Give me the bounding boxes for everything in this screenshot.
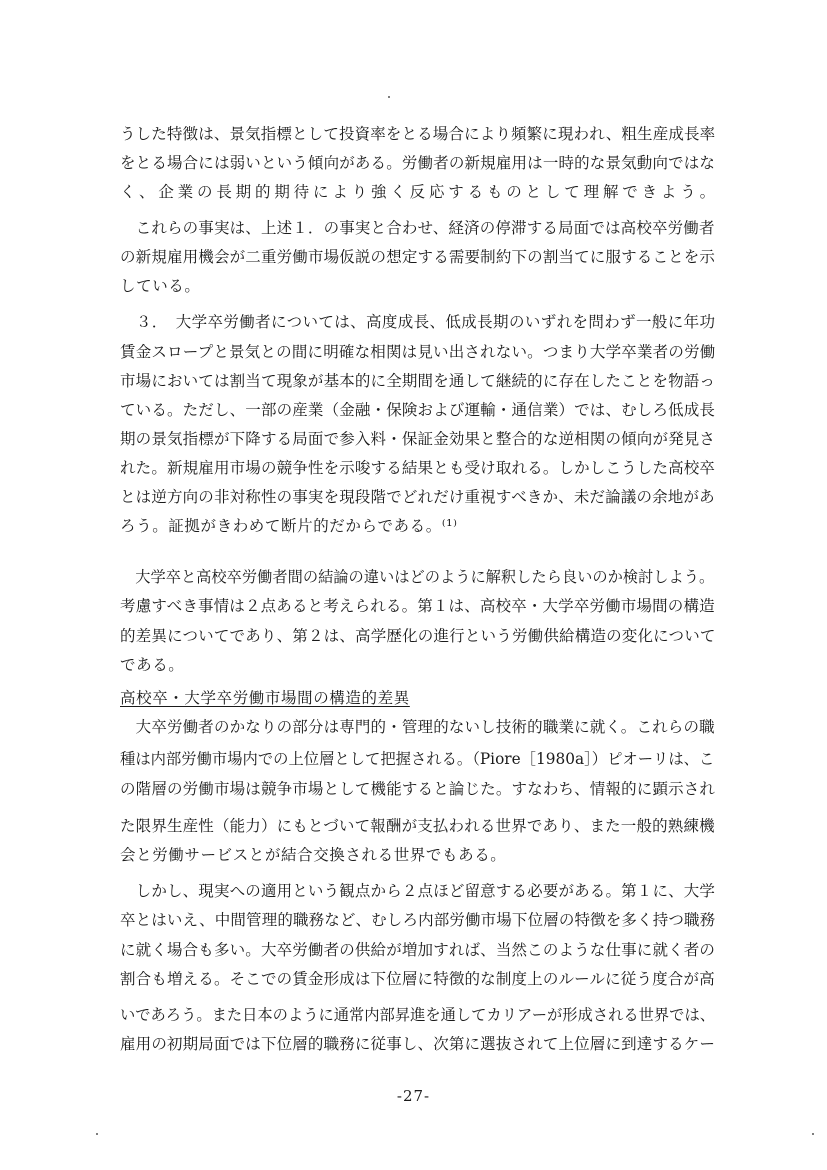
text-line-20: 大卒労働者のかなりの部分は専門的・管理的ないし技術的職業に就く。これらの職 [120, 718, 715, 736]
text-line-3: く、企業の長期的期待により強く反応するものとして理解できよう。 [120, 183, 719, 201]
section-heading: 高校卒・大学卒労働市場間の構造的差異 [120, 689, 410, 707]
text-line-21: 種は内部労働市場内での上位層として把握される。（Piore［1980a］）ピオーリは、こ [120, 750, 715, 768]
text-line-26: 卒とはいえ、中間管理的職務など、むしろ内部労働市場下位層の特徴を多く持つ職務 [120, 911, 716, 929]
text-line-15: 大学卒と高校卒労働者間の結論の違いはどのように解釈したら良いのか検討しよう。 [120, 568, 715, 586]
text-line-14: ろう。証拠がきわめて断片的だからである。⁽¹⁾ [120, 517, 458, 535]
text-line-27: に就く場合も多い。大卒労働者の供給が増加すれば、当然このような仕事に就く者の [120, 941, 716, 959]
text-line-22: の階層の労働市場は競争市場として機能すると論じた。すなわち、情報的に顕示され [120, 780, 716, 798]
text-line-2: をとる場合には弱いという傾向がある。労働者の新規雇用は一時的な景気動向ではな [120, 154, 716, 172]
scan-speck [388, 96, 390, 98]
text-line-29: いであろう。また日本のように通常内部昇進を通してカリアーが形成される世界では、 [120, 1006, 715, 1024]
text-line-10: ている。ただし、一部の産業（金融・保険および運輸・通信業）では、むしろ低成長 [120, 401, 716, 419]
text-line-5: の新規雇用機会が二重労働市場仮説の想定する需要制約下の割当てに服することを示 [120, 248, 716, 266]
text-line-6: している。 [120, 277, 201, 295]
text-line-28: 割合も増える。そこでの賃金形成は下位層に特徴的な制度上のルールに従う度合が高 [120, 970, 715, 988]
text-line-30: 雇用の初期局面では下位層的職務に従事し、次第に選抜されて上位層に到達するケー [120, 1035, 716, 1053]
text-line-16: 考慮すべき事情は２点あると考えられる。第１は、高校卒・大学卒労働市場間の構造 [120, 597, 715, 615]
page-number: -27- [396, 1087, 431, 1105]
text-line-23: た限界生産性（能力）にもとづいて報酬が支払われる世界であり、また一般的熟練機 [120, 817, 715, 835]
text-line-13: とは逆方向の非対称性の事実を現段階でどれだけ重視すべきか、未だ論議の余地があ [120, 488, 715, 506]
text-line-18: である。 [120, 656, 185, 674]
text-line-8: 賃金スロープと景気との間に明確な相関は見い出されない。つまり大学卒業者の労働 [120, 343, 716, 361]
text-line-9: 市場においては割当て現象が基本的に全期間を通して継続的に存在したことを物語っ [120, 372, 716, 390]
text-line-24: 会と労働サービスとが結合交換される世界でもある。 [120, 846, 507, 864]
text-line-11: 期の景気指標が下降する局面で参入料・保証金効果と整合的な逆相関の傾向が発見さ [120, 430, 716, 448]
text-line-7: ３． 大学卒労働者については、高度成長、低成長期のいずれを問わず一般に年功 [120, 313, 716, 331]
scan-speck [96, 1133, 98, 1135]
text-line-17: 的差異についてであり、第２は、高学歴化の進行という労働供給構造の変化について [120, 627, 716, 645]
scan-speck [812, 1133, 814, 1135]
text-line-4: これらの事実は、上述１．の事実と合わせ、経済の停滞する局面では高校卒労働者 [120, 219, 715, 237]
text-line-12: れた。新規雇用市場の競争性を示唆する結果とも受け取れる。しかしこうした高校卒 [120, 459, 716, 477]
text-line-25: しかし、現実への適用という観点から２点ほど留意する必要がある。第１に、大学 [120, 882, 716, 900]
text-line-1: うした特徴は、景気指標として投資率をとる場合により頻繁に現われ、粗生産成長率 [120, 125, 716, 143]
